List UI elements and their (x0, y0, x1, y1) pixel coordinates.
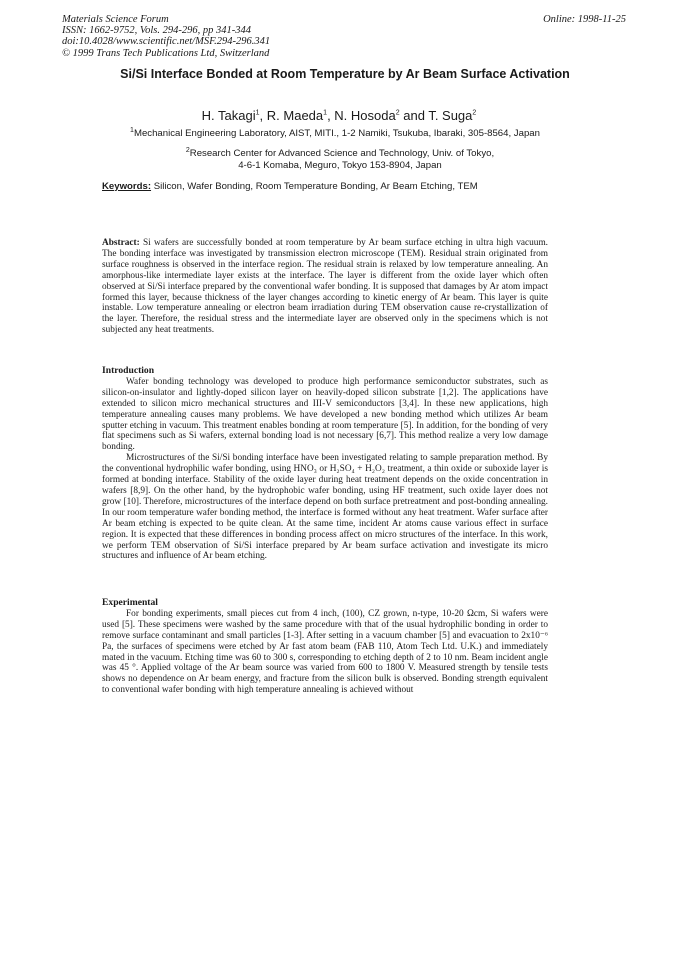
paper-title: Si/Si Interface Bonded at Room Temperature by Ar Beam Surface Activation (120, 67, 570, 81)
author-list: H. Takagi$^1$, R. Maeda$^1$, N. Hosoda$^2$ and T. Suga$^2$ (201, 108, 477, 123)
doi-line: doi:10.4028/www.scientific.net/MSF.294-296.341 (62, 36, 271, 48)
author-name: R. Maeda (266, 108, 324, 123)
journal-name: Materials Science Forum (62, 14, 169, 25)
section-experimental (102, 598, 548, 696)
affiliation-mark: 2 (395, 109, 400, 117)
affiliation-2: $^2$Research Center for Advanced Science and Technology, Univ. of Tokyo, 4-6-1 Komaba, Meguro, Tokyo 153-8904, Japan (185, 146, 495, 171)
author-name: T. Suga (428, 108, 473, 123)
section-heading: Experimental (102, 597, 158, 608)
keywords (102, 181, 478, 192)
section-introduction (102, 366, 548, 562)
keywords-label: Keywords: (102, 181, 152, 192)
abstract (102, 238, 548, 336)
paragraph: Wafer bonding technology was developed to produce high performance semiconductor substrates, such as silicon-on-insulator and lightly-doped silicon layer on heavily-doped silicon substrate [1,2]. The applications have extended to silicon micro mechanical structures and III-V semiconductors [3,4]. In these new applications, high temperature annealing causes many problems. We have developed a new bonding method which utilizes Ar beam sputter etching in vacuum. This treatment enables bonding at room temperature [5]. In addition, for the bonding of very flat specimens such as Si wafers, external bonding load is not necessary [6,7]. This method realize a very low damage bonding. (102, 376, 548, 453)
paragraph: For bonding experiments, small pieces cut from 4 inch, (100), CZ grown, n-type, 10-20 Ωcm, Si wafers were used [5]. These specimens were washed by the same procedure with that of the usual hydrophilic bonding in order to remove surface contaminant and small particles [1-3]. After setting in a vacuum chamber [5] and evacuation to 2x10⁻⁶ Pa, the surfaces of specimens were etched by Ar fast atom beam (FAB 110, Atom Tech Ltd. U.K.) and immediately mated in the vacuum. Etching time was 60 to 300 s, corresponding to etching depth of 2 to 10 nm. Beam incident angle was 45 °. Applied voltage of the Ar beam source was varied from 600 to 1800 V. Measured strength by tensile tests shows no dependence on Ar beam energy, and fracture from the silicon bulk is observed. Bonding strength equivalent to conventional wafer bonding with high temperature annealing is achieved without (102, 608, 548, 696)
issn-line: ISSN: 1662-9752, Vols. 294-296, pp 341-344 (62, 25, 251, 37)
author-name: N. Hosoda (334, 108, 396, 123)
author-name: H. Takagi (201, 108, 256, 123)
copyright-line: © 1999 Trans Tech Publications Ltd, Switzerland (62, 47, 270, 59)
keywords-text: Silicon, Wafer Bonding, Room Temperature Bonding, Ar Beam Etching, TEM (151, 181, 478, 192)
affiliation-mark: 2 (472, 109, 477, 117)
paragraph: Microstructures of the Si/Si bonding interface have been investigated relating to sample preparation method. By the conventional hydrophilic wafer bonding, using HNO₃ or H₂SO₄ + H₂O₂ treatment, a thin oxide or suboxide layer is formed at bonding interface. Stability of the oxide layer during heat treatment depends on the oxide concentration in wafers [8,9]. On the other hand, by the hydrophobic wafer bonding, using HF treatment, such oxide layer does not grow [10]. Therefore, microstructures of the interface depend on both surface pretreatment and post-bonding annealing. In our room temperature wafer bonding method, the interface is formed without any heat treatment. Wafer surface after Ar beam etching is expected to be quite clean. At the same time, incident Ar atoms cause various effect in surface region. It is expected that these differences in bonding process affect on micro structures of the interface. In this work, we perform TEM observation of Si/Si interface prepared by Ar beam surface activation and investigate its micro structures and influence of Ar beam etching. (102, 453, 548, 562)
section-heading: Introduction (102, 365, 155, 376)
affiliation-mark: 1 (255, 109, 260, 117)
affiliation-mark: 1 (323, 109, 328, 117)
online-date: Online: 1998-11-25 (543, 14, 626, 25)
affiliation-1: $^1$Mechanical Engineering Laboratory, AIST, MITI., 1-2 Namiki, Tsukuba, Ibaraki, 305-8564, Japan (130, 126, 540, 139)
journal-header (62, 14, 270, 59)
abstract-label: Abstract: (102, 238, 140, 248)
abstract-text: Si wafers are successfully bonded at room temperature by Ar beam surface etching in ultra high vacuum. The bonding interface was investigated by transmission electron microscope (TEM). Residual strain originated from surface roughness is observed in the interface region. The residual strain is relaxed by low temperature annealing. An amorphous-like intermediate layer exists at the interface. The layer is different from the oxide layer which often observed at Si/Si interface prepared by the conventional wafer bonding. It is supposed that damages by Ar atom impact formed this layer, because thickness of the layer changes according to kinetic energy of Ar beam. This layer is quite instable. Low temperature annealing or electron beam irradiation during TEM observation cause re-crystallization of the layer. Therefore, the residual stress and the intermediate layer are observed only in the specimens which is not subjected any heat treatments. (102, 238, 548, 336)
